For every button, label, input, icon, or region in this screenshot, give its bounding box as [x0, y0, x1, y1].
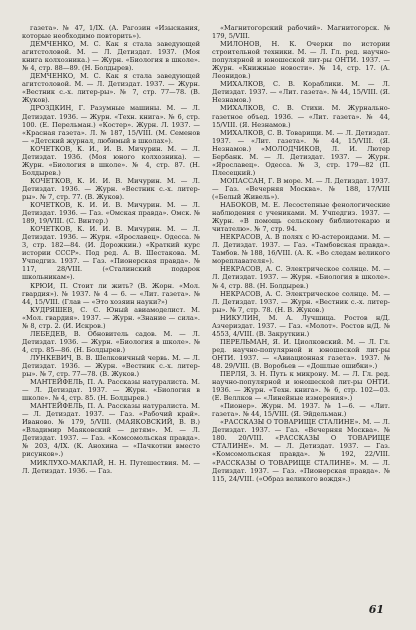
bibliography-entry: МАНТЕЙФЕЛЬ, П. А. Рассказы натуралиста. М. — Л. Детиздат. 1937. — Журн. «Биология в школе». № 4, стр. 85. (Н. Болдырев.): [22, 378, 200, 403]
bibliography-entry: «Пионер». Журн. М. 1937. № 1—6. — «Лит. газета». № 44, 15/VIII. (Я. Эйдельман.): [212, 402, 390, 419]
bibliography-entry: «РАССКАЗЫ О ТОВАРИЩЕ СТАЛИНЕ». М. — Л. Детиздат. 1937. — Газ. «Вечерняя Москва». № 180. 20/VIII. «РАССКАЗЫ О ТОВАРИЩЕ СТАЛИНЕ». М. — Л. Детиздат. 1937. — Газ. «Комсомольская правда». № 192, 22/VIII. «РАССКАЗЫ О ТОВАРИЩЕ СТАЛИНЕ». М. — Л. Детиздат. 1937. — Газ. «Пионерская правда». № 115, 24/VIII. («Образ великого вождя».): [212, 418, 390, 483]
bibliography-entry: ПЕРЕЛЬМАН, Я. И. Циолковский. М. — Л. Гл. ред. научно-популярной и юношеской лит-ры ОНТИ. 1937. — «Авиационная газета». 1937. № 48. 29/VIII. (В. Воробьев — «Дошлые ошибки».): [212, 337, 390, 370]
columns: [22, 24, 402, 612]
left-column: [22, 24, 200, 612]
bibliography-entry: КОЧЕТКОВ, К. И. И. В. Мичурин. М. — Л. Детиздат. 1936. — Газ. «Омская правда». Омск. № 189, 19/VIII. (С. Винтер.): [22, 201, 200, 226]
bibliography-entry: ДРОЗДКИН, Г. Разумные машины. М. — Л. Детиздат. 1936. — Журн. «Техн. книга». № 6, стр. 100. (Е. Перельман.) «Костер». Журн. Л. 1937. — «Красная газета». Л. № 187, 15/VIII. (М. Семенов — «Детский журнал, любимый в школах»).: [22, 104, 200, 145]
bibliography-entry: НЕКРАСОВ, А. В полях с Ю-астероидами. М. — Л. Детиздат. 1937. — Газ. «Тамбовская правда». Тамбов. № 188, 16/VIII. (А. К. «Во следам великого мореплавателя»).: [212, 233, 390, 266]
bibliography-entry: НЕКРАСОВ, А. С. Электрическое солнце. М. — Л. Детиздат. 1937. — Журн. «Вестник с.-х. литер-ры». № 7, стр. 78. (Н. В. Жуков.): [212, 289, 390, 314]
bibliography-entry: ПЕРЛЯ, З. Н. Путь к микрону. М. — Л. Гл. ред. научно-популярной и юношеской лит-ры ОНТИ. 1936. — Журн. «Техн. книга». № 6, стр. 102—03. (Е. Веллков — «Линейные измерения».): [212, 370, 390, 403]
bibliography-entry: ЛУНКЕВИЧ, В. В. Шелковичный червь. М. — Л. Детиздат. 1936. — Журн. «Вестник с.-х. литер-ры». № 7, стр. 77—78. (В. Жуков.): [22, 353, 200, 379]
bibliography-entry: МАНТЕЙФЕЛЬ, П. А. Рассказы натуралиста. М. — Л. Детиздат. 1937. — Газ. «Рабочий край». Иваново. № 179, 5/VIII. (МАЯКОВСКИЙ, В. В.) «Владимир Маяковский — детям». М. — Л. Детиздат. 1937. — Газ. «Комсомольская правда». № 203, 4/IX. (К. Анохина — «Пачкотни вместо рисунков».): [22, 402, 200, 459]
bibliography-entry: МИКЛУХО-МАКЛАЙ, Н. Н. Путешествия. М. — Л. Детиздат. 1936. — Газ.: [22, 458, 200, 475]
bibliography-entry: МИЛОНОВ, Н. К. Очерки по истории строительной техники. М. — Л. Гл. ред. научно-популярной и юношеской лит-ры ОНТИ. 1937. — Журн. «Книжные новости». № 14, стр. 17. (А. Леонидов.): [212, 40, 390, 81]
bibliography-entry: КУДРЯШЕВ, С. С. Юный авиамоделист. М. «Мол. гвардия». 1937. — Журн. «Знание — сила». № 8, стр. 2. (И. Искров.): [22, 305, 200, 330]
bibliography-entry: ДЕМЧЕНКО, М. С. Как я стала заведующей агитстоловой. М. — Л. Детиздат. 1937. — Журн. «Вестник с.-х. литер-ры». № 7, стр. 77—78. (В. Жуков).: [22, 72, 200, 105]
bibliography-entry: ДЕМЧЕНКО, М. С. Как я стала заведующей агитстоловой. М. — Л. Детиздат. 1937. (Моя книга колхозника.) — Журн. «Биология в школе». № 4, стр. 88—89. (Н. Болдырев).: [22, 40, 200, 73]
page-number: 61: [368, 603, 384, 616]
bibliography-entry: КОЧЕТКОВ, К. И. И. В. Мичурин. М. — Л. Детиздат. 1936. — Журн. «Ярославец». Одесса. № 3, стр. 182—84. (И. Дорожкин.) «Краткий курс истории СССР». Под ред. А. В. Шестакова. М. Учпедгиз. 1937. — Газ. «Пионерская правда». № 117, 28/VIII. («Сталинский подарок школьникам»).: [22, 225, 200, 282]
bibliography-entry: КРЮИ, П. Стоит ли жить? (В. Жорн. «Мол. гвардия»). № 1937. № 4 — 6. — «Лит. газета». № 44, 15/VIII. (Глав — «Это хозяин науки?»): [22, 281, 200, 306]
bibliography-entry: ЛЕБЕДЕВ, В. Обновитель садов. М. — Л. Детиздат. 1936. — Журн. «Биология в школе». № 4, стр. 85—86. (Н. Болдырев.): [22, 329, 200, 354]
bibliography-entry: МИХАЛКОВ, С. В. Стихи. М. Журнально-газетное объед. 1936. — «Лит. газета». № 44, 15/VIII. (Я. Незнамов.): [212, 104, 390, 129]
bibliography-entry: КОЧЕТКОВ, К. И. И. В. Мичурин. М. — Л. Детиздат. 1936. — Журн. «Вестник с.-х. литер-ры». № 7, стр. 77. (В. Жуков).: [22, 176, 200, 201]
bibliography-entry: газета». № 47, 1/IX. (А. Рагозин «Изыскания, которые необходимо повторить»).: [22, 24, 200, 41]
bibliography-entry: МИХАЛКОВ, С. В. Товарищи. М. — Л. Детиздат. 1937. — «Лит. газета». № 44, 15/VIII. (Я. Незнамов.) «МОЛОДЧИКОВ, Л. И. Лютер Бербанк. М. — Л. Детиздат. 1937. — Журн. «Ярославец». Одесса. № 3, стр. 179—82 (П. Плесецкий.): [212, 128, 390, 177]
bibliography-entry: «Магнитогорский рабочий». Магнитогорск. № 179, 5/VIII.: [212, 24, 390, 41]
bibliography-entry: МИХАЛКОВ, С. В. Кораблики. М. — Л. Детиздат. 1937. — «Лит. газета». № 44, 15/VIII. (Я. Незнамов.): [212, 80, 390, 105]
bibliography-entry: КОЧЕТКОВ, К. И., И. В. Мичурин. М. — Л. Детиздат. 1936. (Моя юного колхозника). — Журн. «Биология в школе». № 4, стр. 87. (Н. Болдырев.): [22, 144, 200, 177]
bibliography-entry: НИКУЛИН, М. А. Лучшица. Ростов н/Д. Азчериздат. 1937. — Газ. «Молот». Ростов н/Д. № 4553, 4/VIII. (В. Закруткин.): [212, 313, 390, 338]
right-column: [212, 24, 390, 612]
bibliography-entry: НАБОКОВ, М. Е. Лесостепные фенологические наблюдения с учениками. М. Учпедгиз. 1937. — Журн. «В помощь сельскому библиотекарю и читателю». № 7, стр. 94.: [212, 201, 390, 234]
bibliography-entry: НЕКРАСОВ, А. С. Электрическое солнце. М. — Л. Детиздат. 1937. — Журн. «Биология в школе». № 4, стр. 88. (Н. Болдырев.): [212, 265, 390, 290]
bibliography-entry: МОПАССАН, Г. В море. М. — Л. Детиздат. 1937. — Газ. «Вечерняя Москва». № 188, 17/VIII («Белый Живель»).: [212, 176, 390, 201]
